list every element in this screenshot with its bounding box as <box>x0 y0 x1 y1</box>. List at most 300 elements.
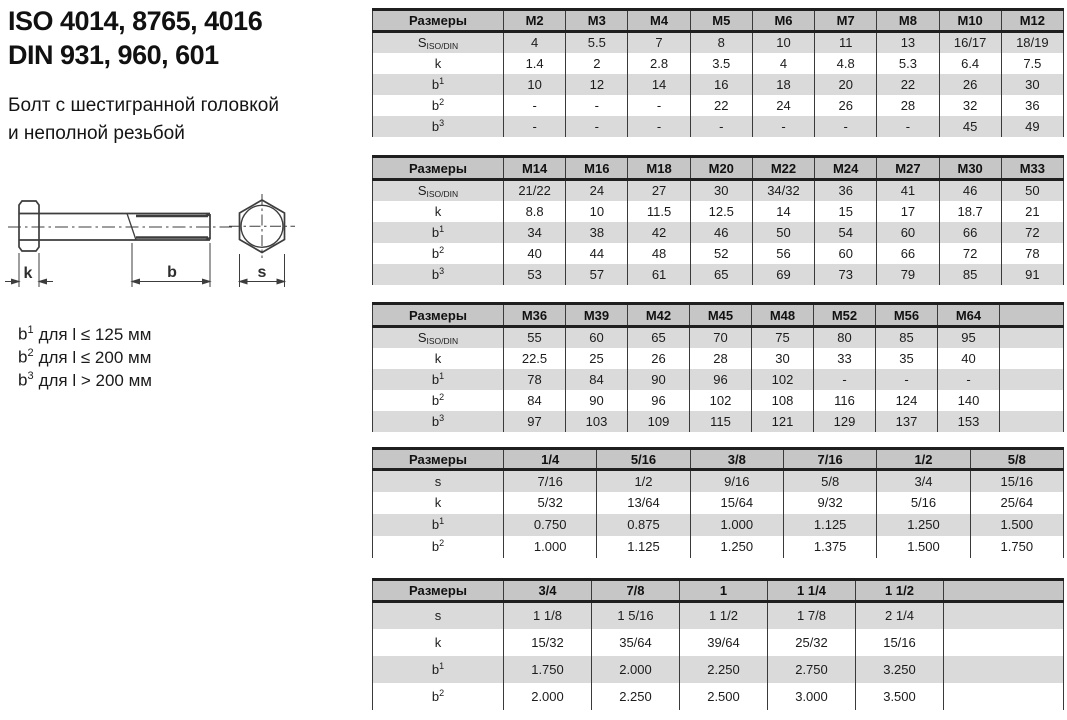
value-cell: 8.8 <box>504 201 566 222</box>
column-header: 3/8 <box>690 449 783 470</box>
table-row <box>373 95 1064 116</box>
value-cell: 28 <box>690 348 752 369</box>
bolt-technical-drawing <box>0 190 320 312</box>
value-cell: 2 1/4 <box>856 602 944 629</box>
row-label: k <box>373 629 504 656</box>
dimensions-table-4 <box>372 447 1064 558</box>
row-label: s <box>373 470 504 492</box>
dim-label-k: k <box>23 265 33 282</box>
column-header: M24 <box>815 157 877 180</box>
value-cell: 25/32 <box>768 629 856 656</box>
value-cell: - <box>814 369 876 390</box>
value-cell: 18 <box>752 74 814 95</box>
value-cell: 55 <box>504 327 566 348</box>
value-cell: 12 <box>566 74 628 95</box>
value-cell: 0.750 <box>504 514 597 536</box>
footnotes <box>18 321 152 390</box>
table-row <box>373 348 1064 369</box>
value-cell: - <box>566 116 628 137</box>
value-cell: 10 <box>566 201 628 222</box>
value-cell: 102 <box>690 390 752 411</box>
inch-table-threequarter-to-oneandhalf <box>372 578 1063 710</box>
table-row <box>373 243 1064 264</box>
value-cell: 1.250 <box>877 514 970 536</box>
value-cell: 45 <box>939 116 1001 137</box>
column-header: M20 <box>690 157 752 180</box>
value-cell: 48 <box>628 243 690 264</box>
table-row <box>373 629 1064 656</box>
empty-cell <box>1000 369 1064 390</box>
value-cell: 5/32 <box>504 492 597 514</box>
row-label: $b^2$ <box>373 243 504 264</box>
column-header: M6 <box>752 10 814 32</box>
table-row <box>373 116 1064 137</box>
column-header: M10 <box>939 10 1001 32</box>
row-label: k <box>373 201 504 222</box>
value-cell: 38 <box>566 222 628 243</box>
value-cell: 73 <box>815 264 877 285</box>
value-cell: 30 <box>690 180 752 201</box>
table-row <box>373 470 1064 492</box>
row-label: $b^1$ <box>373 514 504 536</box>
empty-cell <box>944 683 1064 710</box>
value-cell: 22 <box>690 95 752 116</box>
row-label: $b^2$ <box>373 536 504 558</box>
value-cell: 26 <box>815 95 877 116</box>
dimension-b <box>132 243 210 287</box>
empty-header-cell <box>944 580 1064 602</box>
value-cell: 16 <box>690 74 752 95</box>
value-cell: 3.500 <box>856 683 944 710</box>
value-cell: 66 <box>877 243 939 264</box>
standard-title-iso: ISO 4014, 8765, 4016 <box>8 6 263 36</box>
value-cell: 91 <box>1001 264 1063 285</box>
value-cell: 9/32 <box>783 492 876 514</box>
size-column-header: Размеры <box>373 580 504 602</box>
table-row <box>373 53 1064 74</box>
value-cell: 34 <box>504 222 566 243</box>
value-cell: 49 <box>1001 116 1063 137</box>
column-header: 7/16 <box>783 449 876 470</box>
value-cell: 2.250 <box>680 656 768 683</box>
value-cell: 90 <box>628 369 690 390</box>
value-cell: 109 <box>628 411 690 432</box>
value-cell: 20 <box>815 74 877 95</box>
value-cell: 18.7 <box>939 201 1001 222</box>
value-cell: 84 <box>566 369 628 390</box>
row-label: k <box>373 53 504 74</box>
value-cell: 78 <box>504 369 566 390</box>
column-header: M36 <box>504 304 566 327</box>
value-cell: 13 <box>877 32 939 53</box>
value-cell: 65 <box>690 264 752 285</box>
value-cell: 21/22 <box>504 180 566 201</box>
column-header: M56 <box>876 304 938 327</box>
value-cell: 2.500 <box>680 683 768 710</box>
value-cell: - <box>504 116 566 137</box>
value-cell: 1.750 <box>504 656 592 683</box>
value-cell: 1/2 <box>597 470 690 492</box>
value-cell: 95 <box>938 327 1000 348</box>
value-cell: 137 <box>876 411 938 432</box>
value-cell: 79 <box>877 264 939 285</box>
value-cell: 2.750 <box>768 656 856 683</box>
value-cell: - <box>938 369 1000 390</box>
value-cell: 85 <box>939 264 1001 285</box>
value-cell: 36 <box>1001 95 1063 116</box>
value-cell: 0.875 <box>597 514 690 536</box>
column-header: M5 <box>690 10 752 32</box>
value-cell: 24 <box>752 95 814 116</box>
row-label: $b^1$ <box>373 74 504 95</box>
value-cell: 78 <box>1001 243 1063 264</box>
value-cell: 9/16 <box>690 470 783 492</box>
size-column-header: Размеры <box>373 449 504 470</box>
column-header: 5/16 <box>597 449 690 470</box>
table-row <box>373 264 1064 285</box>
column-header: M42 <box>628 304 690 327</box>
value-cell: 2.000 <box>592 656 680 683</box>
tables-area <box>372 0 1063 720</box>
row-label: $b^1$ <box>373 656 504 683</box>
value-cell: 116 <box>814 390 876 411</box>
value-cell: 108 <box>752 390 814 411</box>
table-row <box>373 32 1064 53</box>
value-cell: 129 <box>814 411 876 432</box>
value-cell: 1.500 <box>970 514 1063 536</box>
column-header: 1 1/2 <box>856 580 944 602</box>
row-label: $b^2$ <box>373 95 504 116</box>
value-cell: 15/64 <box>690 492 783 514</box>
row-label: $S_{ISO/DIN}$ <box>373 180 504 201</box>
value-cell: 2.8 <box>628 53 690 74</box>
value-cell: - <box>876 369 938 390</box>
value-cell: - <box>504 95 566 116</box>
row-label: k <box>373 348 504 369</box>
value-cell: 22.5 <box>504 348 566 369</box>
dimensions-table-1 <box>372 8 1064 137</box>
value-cell: 60 <box>815 243 877 264</box>
footnote-b2: $b^2$ для l ≤ 200 мм <box>18 347 152 367</box>
column-header: 3/4 <box>504 580 592 602</box>
row-label: $S_{ISO/DIN}$ <box>373 327 504 348</box>
column-header: M14 <box>504 157 566 180</box>
value-cell: 1.250 <box>690 536 783 558</box>
value-cell: 90 <box>566 390 628 411</box>
dimensions-table-2 <box>372 155 1064 285</box>
value-cell: 1.750 <box>970 536 1063 558</box>
value-cell: 5.3 <box>877 53 939 74</box>
column-header: 1 <box>680 580 768 602</box>
dim-label-b: b <box>167 264 177 281</box>
value-cell: 2.000 <box>504 683 592 710</box>
value-cell: 14 <box>628 74 690 95</box>
value-cell: 84 <box>504 390 566 411</box>
value-cell: 46 <box>690 222 752 243</box>
empty-cell <box>944 602 1064 629</box>
value-cell: 42 <box>628 222 690 243</box>
table-row <box>373 514 1064 536</box>
value-cell: 33 <box>814 348 876 369</box>
value-cell: 26 <box>939 74 1001 95</box>
value-cell: 140 <box>938 390 1000 411</box>
value-cell: 85 <box>876 327 938 348</box>
value-cell: - <box>752 116 814 137</box>
value-cell: 12.5 <box>690 201 752 222</box>
value-cell: 25 <box>566 348 628 369</box>
value-cell: 18/19 <box>1001 32 1063 53</box>
value-cell: 35/64 <box>592 629 680 656</box>
value-cell: 32 <box>939 95 1001 116</box>
empty-cell <box>944 656 1064 683</box>
column-header: M45 <box>690 304 752 327</box>
table-row <box>373 201 1064 222</box>
value-cell: 1.000 <box>504 536 597 558</box>
value-cell: 1.000 <box>690 514 783 536</box>
value-cell: 11 <box>815 32 877 53</box>
table-row <box>373 492 1064 514</box>
metric-table-m36-m64 <box>372 302 1063 432</box>
row-label: $S_{ISO/DIN}$ <box>373 32 504 53</box>
value-cell: 27 <box>628 180 690 201</box>
value-cell: 40 <box>504 243 566 264</box>
row-label: $b^1$ <box>373 222 504 243</box>
value-cell: - <box>877 116 939 137</box>
metric-table-m14-m33 <box>372 155 1063 285</box>
column-header: M8 <box>877 10 939 32</box>
value-cell: - <box>628 95 690 116</box>
value-cell: 60 <box>877 222 939 243</box>
bolt-end-view <box>229 194 295 258</box>
column-header: M3 <box>566 10 628 32</box>
value-cell: 24 <box>566 180 628 201</box>
column-header: M22 <box>752 157 814 180</box>
value-cell: 61 <box>628 264 690 285</box>
value-cell: 7.5 <box>1001 53 1063 74</box>
value-cell: 21 <box>1001 201 1063 222</box>
value-cell: 1.125 <box>783 514 876 536</box>
value-cell: 39/64 <box>680 629 768 656</box>
subtitle-line-1: Болт с шестигранной головкой <box>8 95 279 116</box>
empty-cell <box>1000 348 1064 369</box>
value-cell: 11.5 <box>628 201 690 222</box>
empty-cell <box>1000 390 1064 411</box>
value-cell: 52 <box>690 243 752 264</box>
column-header: M2 <box>504 10 566 32</box>
value-cell: 1 1/2 <box>680 602 768 629</box>
column-header: M7 <box>815 10 877 32</box>
column-header: 1/4 <box>504 449 597 470</box>
dimension-s <box>240 254 285 287</box>
value-cell: 22 <box>877 74 939 95</box>
value-cell: 30 <box>752 348 814 369</box>
empty-cell <box>1000 411 1064 432</box>
row-label: $b^3$ <box>373 264 504 285</box>
value-cell: 97 <box>504 411 566 432</box>
table-row <box>373 327 1064 348</box>
value-cell: 34/32 <box>752 180 814 201</box>
value-cell: 50 <box>752 222 814 243</box>
value-cell: 1 5/16 <box>592 602 680 629</box>
table-row <box>373 411 1064 432</box>
value-cell: 153 <box>938 411 1000 432</box>
value-cell: 15/16 <box>970 470 1063 492</box>
value-cell: 25/64 <box>970 492 1063 514</box>
column-header: M48 <box>752 304 814 327</box>
value-cell: 121 <box>752 411 814 432</box>
titleblock <box>8 4 262 72</box>
value-cell: 36 <box>815 180 877 201</box>
value-cell: 4 <box>752 53 814 74</box>
value-cell: 103 <box>566 411 628 432</box>
value-cell: 1.500 <box>877 536 970 558</box>
column-header: M30 <box>939 157 1001 180</box>
value-cell: - <box>690 116 752 137</box>
value-cell: - <box>628 116 690 137</box>
dimension-k <box>5 253 53 287</box>
value-cell: 6.4 <box>939 53 1001 74</box>
empty-cell <box>944 629 1064 656</box>
value-cell: 10 <box>504 74 566 95</box>
table-row <box>373 602 1064 629</box>
row-label: $b^3$ <box>373 116 504 137</box>
value-cell: 44 <box>566 243 628 264</box>
table-row <box>373 656 1064 683</box>
standard-title-din: DIN 931, 960, 601 <box>8 40 219 70</box>
row-label: k <box>373 492 504 514</box>
value-cell: 40 <box>938 348 1000 369</box>
metric-table-m2-m12 <box>372 8 1063 137</box>
value-cell: 4.8 <box>815 53 877 74</box>
table-row <box>373 180 1064 201</box>
value-cell: 14 <box>752 201 814 222</box>
value-cell: 15 <box>815 201 877 222</box>
value-cell: 75 <box>752 327 814 348</box>
value-cell: 50 <box>1001 180 1063 201</box>
value-cell: 72 <box>1001 222 1063 243</box>
value-cell: 65 <box>628 327 690 348</box>
empty-header-cell <box>1000 304 1064 327</box>
column-header: M27 <box>877 157 939 180</box>
value-cell: 5/8 <box>783 470 876 492</box>
value-cell: 80 <box>814 327 876 348</box>
column-header: M12 <box>1001 10 1063 32</box>
value-cell: 115 <box>690 411 752 432</box>
row-label: s <box>373 602 504 629</box>
size-column-header: Размеры <box>373 304 504 327</box>
table-row <box>373 683 1064 710</box>
bolt-side-view <box>8 201 232 251</box>
table-row <box>373 369 1064 390</box>
row-label: $b^1$ <box>373 369 504 390</box>
value-cell: 16/17 <box>939 32 1001 53</box>
value-cell: 53 <box>504 264 566 285</box>
value-cell: 2.250 <box>592 683 680 710</box>
value-cell: 3.5 <box>690 53 752 74</box>
value-cell: 10 <box>752 32 814 53</box>
value-cell: 124 <box>876 390 938 411</box>
value-cell: 28 <box>877 95 939 116</box>
value-cell: 96 <box>628 390 690 411</box>
value-cell: 41 <box>877 180 939 201</box>
value-cell: 1.375 <box>783 536 876 558</box>
table-row <box>373 222 1064 243</box>
value-cell: 54 <box>815 222 877 243</box>
column-header: 5/8 <box>970 449 1063 470</box>
value-cell: 15/16 <box>856 629 944 656</box>
value-cell: 7 <box>628 32 690 53</box>
table-row <box>373 536 1064 558</box>
value-cell: 102 <box>752 369 814 390</box>
dim-label-s: s <box>257 264 267 281</box>
value-cell: 15/32 <box>504 629 592 656</box>
value-cell: 56 <box>752 243 814 264</box>
value-cell: 1.4 <box>504 53 566 74</box>
column-header: M39 <box>566 304 628 327</box>
value-cell: 60 <box>566 327 628 348</box>
value-cell: 13/64 <box>597 492 690 514</box>
subtitle-line-2: и неполной резьбой <box>8 123 185 144</box>
column-header: M33 <box>1001 157 1063 180</box>
value-cell: - <box>566 95 628 116</box>
size-column-header: Размеры <box>373 10 504 32</box>
column-header: M4 <box>628 10 690 32</box>
column-header: M18 <box>628 157 690 180</box>
value-cell: 7/16 <box>504 470 597 492</box>
value-cell: 5/16 <box>877 492 970 514</box>
value-cell: 1 1/8 <box>504 602 592 629</box>
value-cell: 1 7/8 <box>768 602 856 629</box>
value-cell: 30 <box>1001 74 1063 95</box>
column-header: 7/8 <box>592 580 680 602</box>
value-cell: 57 <box>566 264 628 285</box>
footnote-b3: $b^3$ для l > 200 мм <box>18 370 152 390</box>
table-row <box>373 390 1064 411</box>
table-row <box>373 74 1064 95</box>
value-cell: 26 <box>628 348 690 369</box>
value-cell: 46 <box>939 180 1001 201</box>
size-column-header: Размеры <box>373 157 504 180</box>
value-cell: 70 <box>690 327 752 348</box>
column-header: M16 <box>566 157 628 180</box>
value-cell: 3.000 <box>768 683 856 710</box>
column-header: 1/2 <box>877 449 970 470</box>
value-cell: 66 <box>939 222 1001 243</box>
value-cell: 8 <box>690 32 752 53</box>
column-header: 1 1/4 <box>768 580 856 602</box>
column-header: M52 <box>814 304 876 327</box>
column-header: M64 <box>938 304 1000 327</box>
product-subtitle <box>8 92 279 148</box>
row-label: $b^3$ <box>373 411 504 432</box>
value-cell: 2 <box>566 53 628 74</box>
value-cell: 1.125 <box>597 536 690 558</box>
value-cell: 72 <box>939 243 1001 264</box>
footnote-b1: $b^1$ для l ≤ 125 мм <box>18 324 152 344</box>
row-label: $b^2$ <box>373 683 504 710</box>
value-cell: - <box>815 116 877 137</box>
value-cell: 69 <box>752 264 814 285</box>
value-cell: 17 <box>877 201 939 222</box>
dimensions-table-5 <box>372 578 1064 710</box>
inch-table-quarter-to-fiveeighths <box>372 447 1063 558</box>
empty-cell <box>1000 327 1064 348</box>
value-cell: 3/4 <box>877 470 970 492</box>
value-cell: 35 <box>876 348 938 369</box>
value-cell: 5.5 <box>566 32 628 53</box>
value-cell: 3.250 <box>856 656 944 683</box>
row-label: $b^2$ <box>373 390 504 411</box>
